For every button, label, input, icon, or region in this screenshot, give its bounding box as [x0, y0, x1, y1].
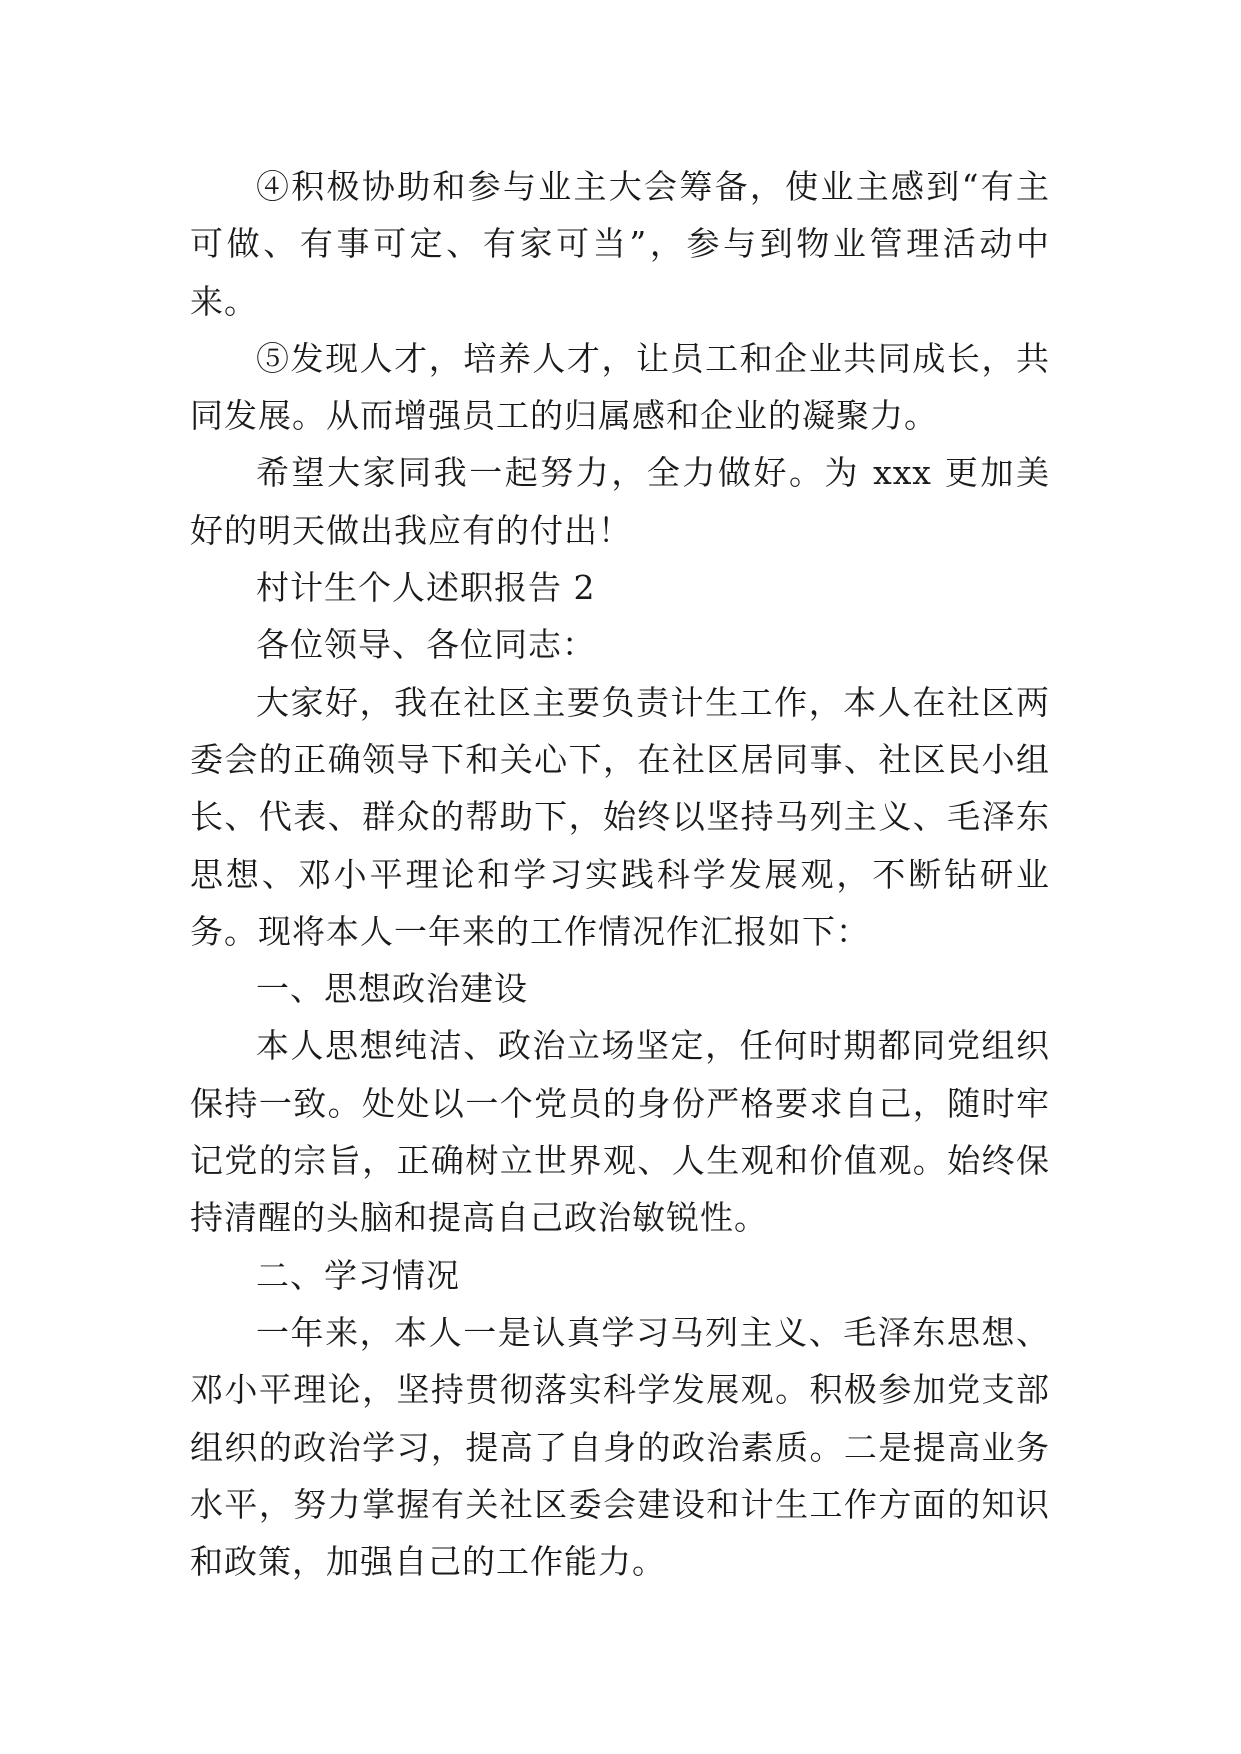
paragraph-closing: 希望大家同我一起努力，全力做好。为 xxx 更加美好的明天做出我应有的付出！ [190, 453, 1050, 550]
section-heading-2: 二、学习情况 [256, 1255, 460, 1295]
section-heading-1: 一、思想政治建设 [256, 969, 528, 1009]
document-body [190, 158, 1050, 1590]
paragraph-section-2: 一年来，本人一是认真学习马列主义、毛泽东思想、邓小平理论，坚持贯彻落实科学发展观。积极参加党支部组织的政治学习，提高了自身的政治素质。二是提高业务水平，努力掌握有关社区委会建设和计生工作方面的知识和政策，加强自己的工作能力。 [190, 1312, 1050, 1582]
salutation: 各位领导、各位同志： [256, 625, 596, 665]
paragraph-item-5: ⑤发现人才，培养人才，让员工和企业共同成长，共同发展。从而增强员工的归属感和企业的凝聚力。 [190, 338, 1050, 436]
report-title: 村计生个人述职报告 2 [256, 568, 596, 608]
paragraph-item-4: ④积极协助和参与业主大会筹备，使业主感到“有主可做、有事可定、有家可当”，参与到物业管理活动中来。 [190, 167, 1050, 321]
paragraph-intro: 大家好，我在社区主要负责计生工作，本人在社区两委会的正确领导下和关心下，在社区居同事、社区民小组长、代表、群众的帮助下，始终以坚持马列主义、毛泽东思想、邓小平理论和学习实践科学发展观，不断钻研业务。现将本人一年来的工作情况作汇报如下： [190, 682, 1050, 951]
paragraph-section-1: 本人思想纯洁、政治立场坚定，任何时期都同党组织保持一致。处处以一个党员的身份严格要求自己，随时牢记党的宗旨，正确树立世界观、人生观和价值观。始终保持清醒的头脑和提高自己政治敏锐性。 [190, 1026, 1050, 1238]
